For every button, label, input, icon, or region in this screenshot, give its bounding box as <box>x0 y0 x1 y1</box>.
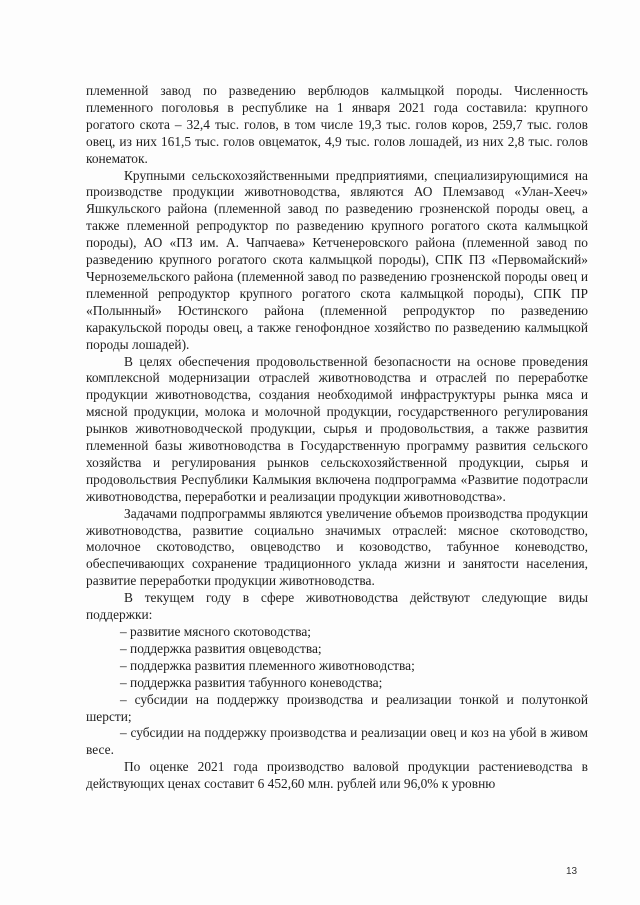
paragraph-crop-production: По оценке 2021 года производство валовой продукции растениеводства в действующих ценах составит 6 452,60 млн. рублей или 96,0% к уровню <box>86 759 588 792</box>
support-list-item: – поддержка развития племенного животноводства; <box>120 657 415 673</box>
support-list-item: – поддержка развития овцеводства; <box>120 640 322 656</box>
paragraph-support-intro: В текущем году в сфере животноводства действуют следующие виды поддержки: <box>86 590 588 623</box>
support-list-item: – субсидии на поддержку производства и реализации овец и коз на убой в живом весе. <box>86 725 588 758</box>
page-number: 13 <box>566 866 578 877</box>
paragraph-food-security: В целях обеспечения продовольственной безопасности на основе проведения комплексной модернизации отраслей животноводства и отраслей по переработке продукции животноводства, создания необходимой инфраструктуры рынка мяса и мясной продукции, молока и молочной продукции, государственного регулирования рынков животноводческой продукции, сырья и продовольствия, а также развития племенной базы животноводства в Государственную программу развития сельского хозяйства и регулирования рынков сельскохозяйственной продукции, сырья и продовольствия Республики Калмыкия включена подпрограмма «Развитие подотрасли животноводства, переработки и реализации продукции животноводства». <box>86 353 588 504</box>
paragraph-subprogram-tasks: Задачами подпрограммы являются увеличение объемов производства продукции животноводства, развитие социально значимых отраслей: мясное скотоводство, молочное скотоводство, овцеводство и козоводство, табунное коневодство, обеспечивающих сохранение традиционного уклада жизни и занятости населения, развитие переработки продукции животноводства. <box>86 505 588 589</box>
paragraph-large-enterprises: Крупными сельскохозяйственными предприятиями, специализирующимися на производстве продукции животноводства, являются АО Племзавод «Улан-Хееч» Яшкульского района (племенной завод по разведению грозненской породы овец, а также племенной репродуктор по разведению крупного рогатого скота калмыцкой породы), АО «ПЗ им. А. Чапчаева» Кетченеровского района (племенной завод по разведению крупного рогатого скота калмыцкой породы), СПК ПЗ «Первомайский» Черноземельского района (племенной завод по разведению грозненской породы овец и племенной репродуктор крупного рогатого скота калмыцкой породы), СПК ПР «Полынный» Юстинского района (племенной репродуктор по разведению каракульской породы овец, а также генофондное хозяйство по разведению калмыцкой породы лошадей). <box>86 167 588 352</box>
support-list-item: – поддержка развития табунного коневодства; <box>120 674 383 690</box>
support-list-item: – развитие мясного скотоводства; <box>120 624 312 639</box>
paragraph-breeding-stock: племенной завод по разведению верблюдов калмыцкой породы. Численность племенного поголовья в республике на 1 января 2021 года составила: крупного рогатого скота – 32,4 тыс. голов, в том числе 19,3 тыс. голов коров, 259,7 тыс. голов овец, из них 161,5 тыс. голов овцематок, 4,9 тыс. голов лошадей, из них 2,8 тыс. голов конематок. <box>86 83 588 166</box>
body-text <box>86 83 588 793</box>
support-list-item: – субсидии на поддержку производства и реализации тонкой и полутонкой шерсти; <box>86 691 588 724</box>
